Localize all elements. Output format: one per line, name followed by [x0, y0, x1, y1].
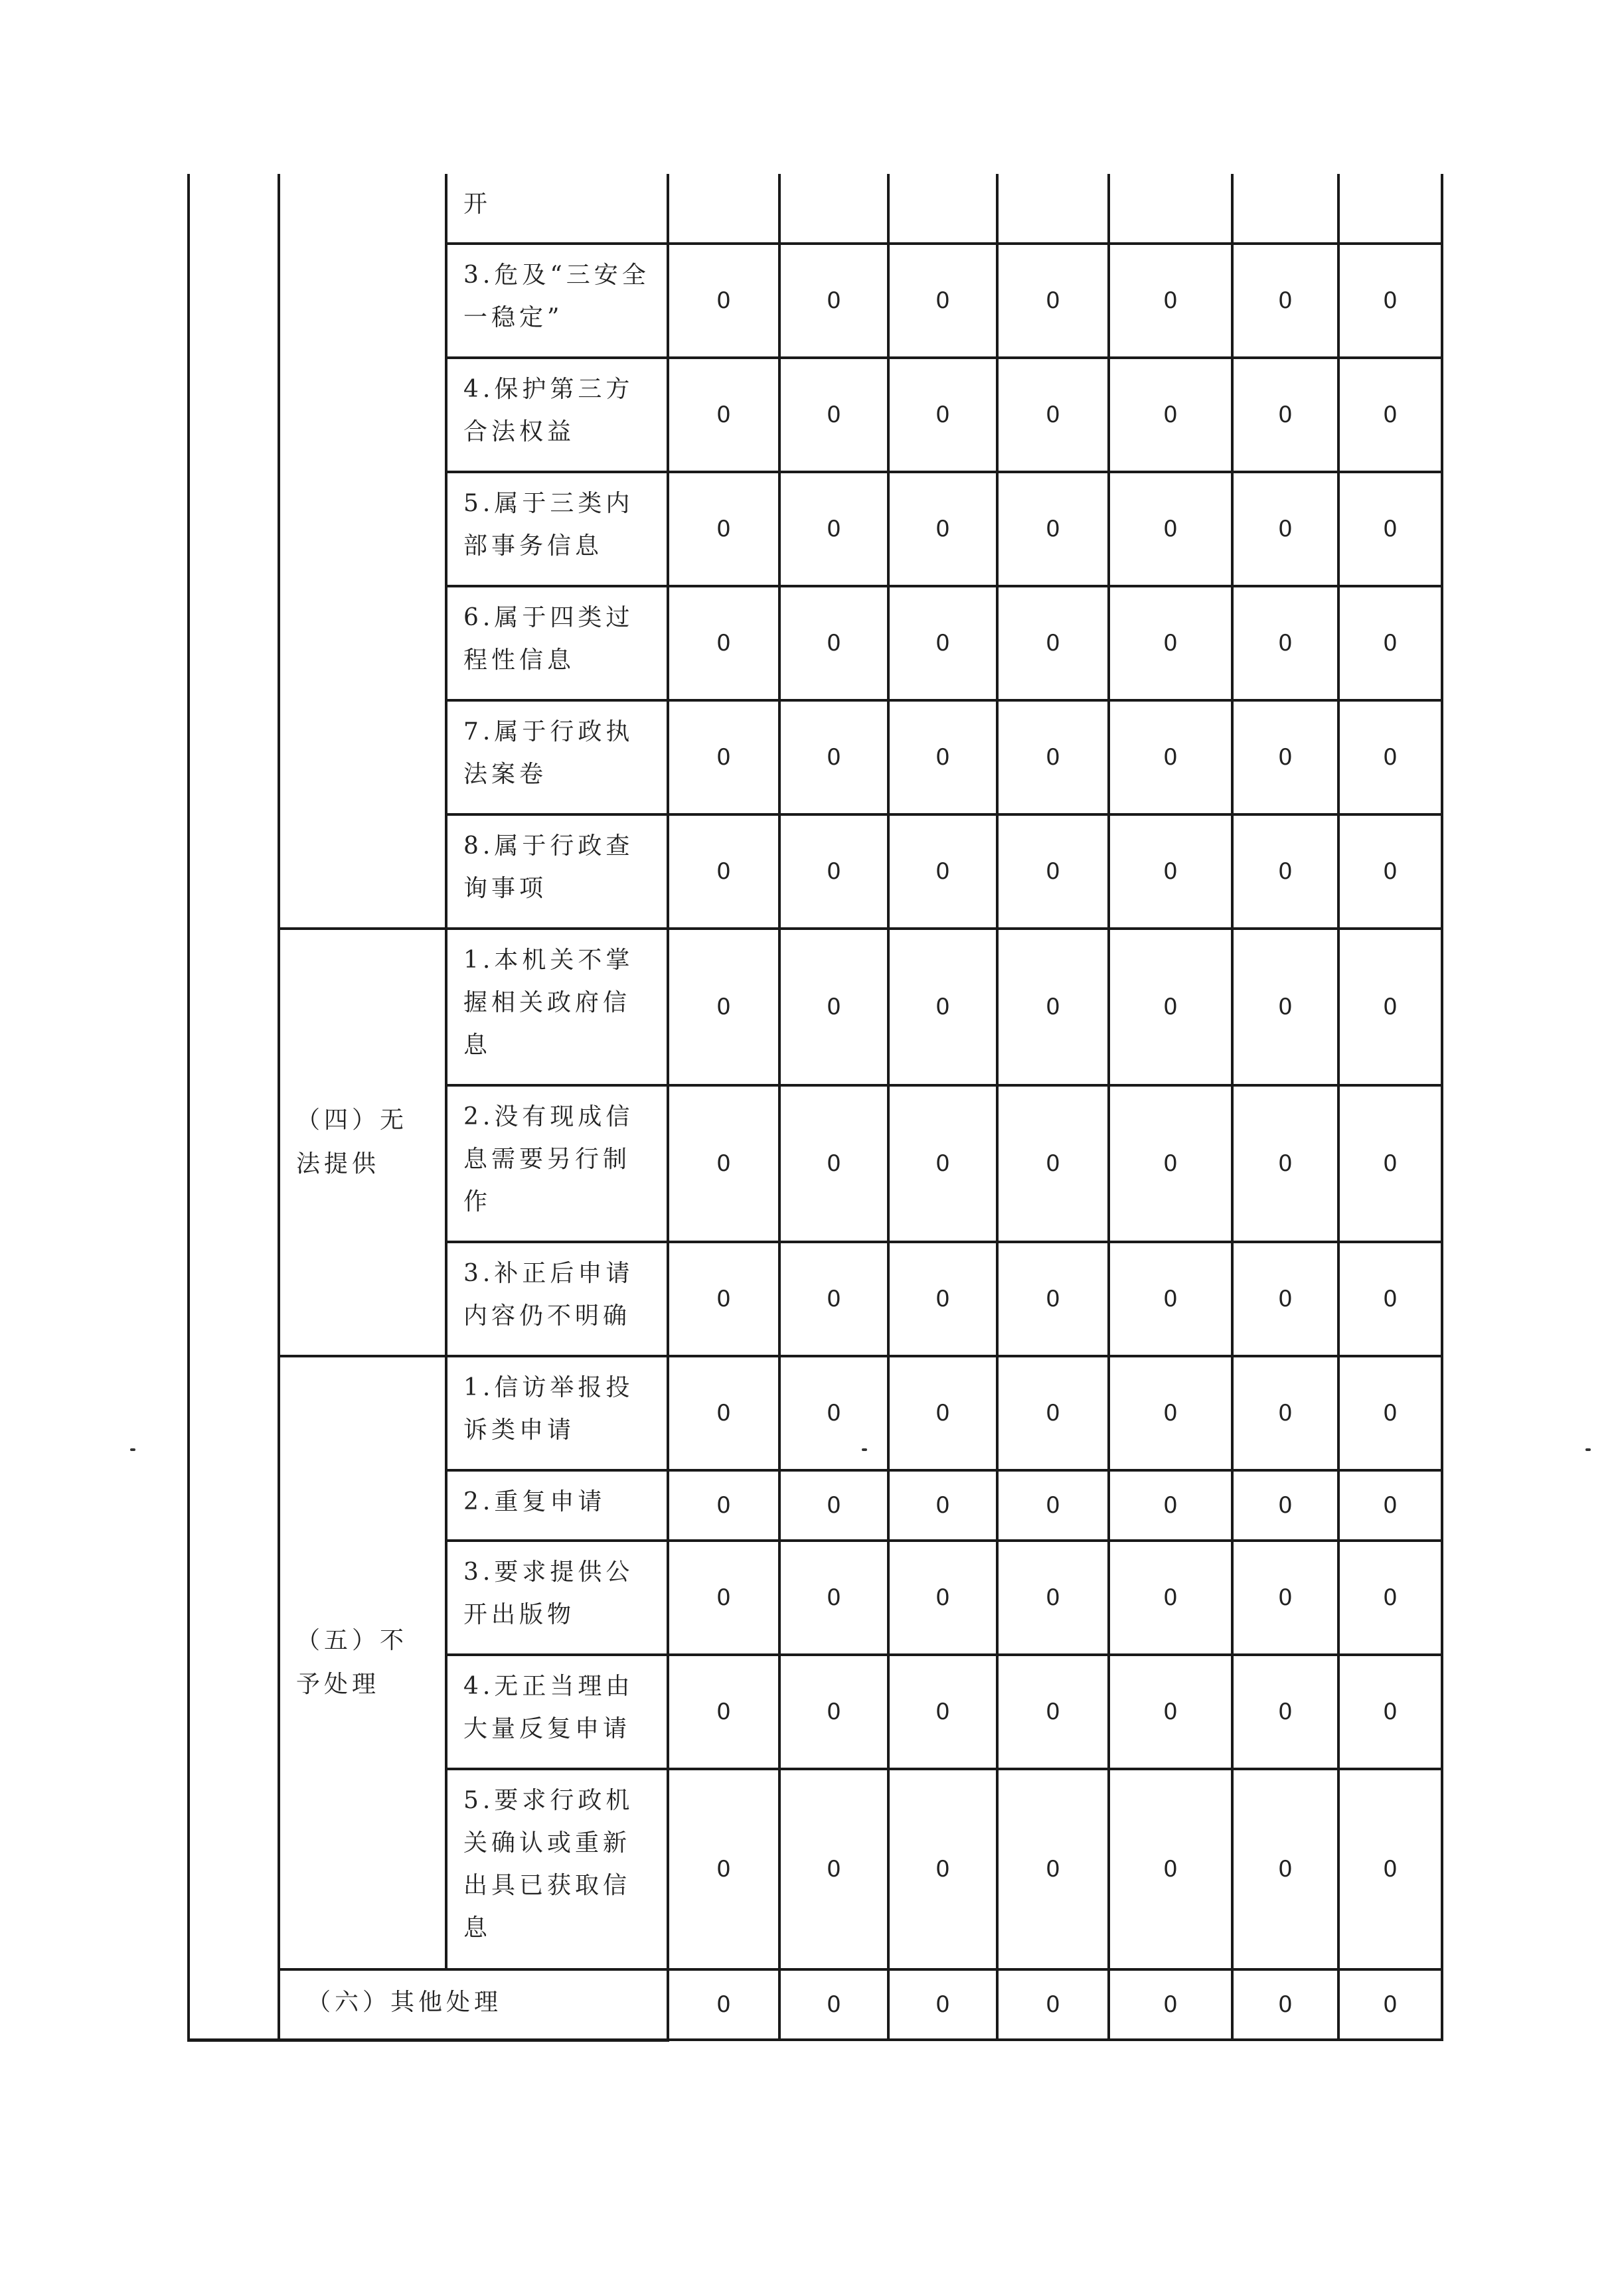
value-cell: 0: [779, 929, 888, 1085]
value-cell: 0: [1232, 1969, 1338, 2040]
value-cell: 0: [1109, 1356, 1232, 1470]
item-label: 1.信访举报投诉类申请: [446, 1356, 668, 1470]
value-cell: 0: [779, 472, 888, 586]
value-cell: 0: [888, 1356, 997, 1470]
value-cell: 0: [888, 700, 997, 814]
value-cell: 0: [668, 586, 779, 700]
value-cell: 0: [1232, 700, 1338, 814]
value-cell: 0: [997, 1085, 1109, 1242]
table-row: [189, 174, 1442, 244]
value-cell: 0: [1109, 1541, 1232, 1655]
value-cell: 0: [1338, 1655, 1442, 1769]
item-label: 5.属于三类内部事务信息: [446, 472, 668, 586]
value-cell: 0: [888, 814, 997, 929]
value-cell: 0: [1232, 244, 1338, 358]
value-cell: 0: [997, 814, 1109, 929]
value-cell: 0: [1109, 1242, 1232, 1356]
value-cell: 0: [1338, 1969, 1442, 2040]
value-cell: [997, 174, 1109, 244]
value-cell: 0: [1109, 1769, 1232, 1969]
table-body: [189, 174, 1442, 2040]
value-cell: 0: [997, 244, 1109, 358]
item-label: 8.属于行政查询事项: [446, 814, 668, 929]
value-cell: 0: [1232, 1242, 1338, 1356]
scan-speck: [1585, 1448, 1591, 1451]
value-cell: 0: [779, 1969, 888, 2040]
statistics-table: [187, 174, 1443, 2042]
value-cell: 0: [668, 472, 779, 586]
value-cell: 0: [1338, 1470, 1442, 1541]
value-cell: 0: [779, 358, 888, 472]
value-cell: 0: [1232, 1470, 1338, 1541]
value-cell: 0: [888, 1085, 997, 1242]
value-cell: 0: [1338, 1085, 1442, 1242]
value-cell: 0: [1232, 358, 1338, 472]
value-cell: 0: [1109, 1655, 1232, 1769]
value-cell: [888, 174, 997, 244]
value-cell: 0: [668, 1969, 779, 2040]
value-cell: 0: [1232, 1655, 1338, 1769]
value-cell: [1232, 174, 1338, 244]
value-cell: 0: [1232, 1356, 1338, 1470]
value-cell: 0: [1109, 700, 1232, 814]
value-cell: 0: [1232, 472, 1338, 586]
value-cell: 0: [668, 1655, 779, 1769]
value-cell: 0: [779, 586, 888, 700]
value-cell: 0: [779, 1242, 888, 1356]
value-cell: 0: [779, 1655, 888, 1769]
value-cell: 0: [1338, 929, 1442, 1085]
category-cell: （四）无法提供: [279, 929, 446, 1356]
value-cell: 0: [997, 1470, 1109, 1541]
value-cell: 0: [997, 1655, 1109, 1769]
value-cell: 0: [997, 586, 1109, 700]
value-cell: 0: [779, 700, 888, 814]
value-cell: [1338, 174, 1442, 244]
item-label: 3.补正后申请内容仍不明确: [446, 1242, 668, 1356]
value-cell: 0: [1338, 700, 1442, 814]
value-cell: 0: [997, 472, 1109, 586]
value-cell: 0: [997, 1242, 1109, 1356]
value-cell: 0: [997, 929, 1109, 1085]
scan-speck: [862, 1448, 867, 1451]
item-label: 5.要求行政机关确认或重新出具已获取信息: [446, 1769, 668, 1969]
value-cell: 0: [1109, 929, 1232, 1085]
value-cell: 0: [1338, 1541, 1442, 1655]
value-cell: 0: [888, 1655, 997, 1769]
value-cell: 0: [997, 1356, 1109, 1470]
value-cell: 0: [668, 1356, 779, 1470]
value-cell: 0: [888, 1470, 997, 1541]
value-cell: 0: [779, 1541, 888, 1655]
category-cell: （六）其他处理: [279, 1969, 668, 2040]
value-cell: 0: [668, 1242, 779, 1356]
value-cell: 0: [1109, 586, 1232, 700]
value-cell: 0: [1338, 472, 1442, 586]
item-label: 3.危及“三安全一稳定”: [446, 244, 668, 358]
value-cell: 0: [1338, 358, 1442, 472]
value-cell: 0: [1338, 814, 1442, 929]
value-cell: 0: [997, 700, 1109, 814]
value-cell: [779, 174, 888, 244]
value-cell: 0: [1232, 586, 1338, 700]
item-label: 3.要求提供公开出版物: [446, 1541, 668, 1655]
value-cell: 0: [1109, 814, 1232, 929]
value-cell: 0: [997, 358, 1109, 472]
item-label: 2.没有现成信息需要另行制作: [446, 1085, 668, 1242]
value-cell: 0: [888, 929, 997, 1085]
value-cell: 0: [888, 1242, 997, 1356]
value-cell: 0: [1232, 814, 1338, 929]
value-cell: 0: [668, 1470, 779, 1541]
value-cell: 0: [1109, 244, 1232, 358]
item-label: 开: [446, 174, 668, 244]
item-label: 4.保护第三方合法权益: [446, 358, 668, 472]
value-cell: 0: [888, 586, 997, 700]
value-cell: 0: [1232, 929, 1338, 1085]
value-cell: 0: [1338, 1242, 1442, 1356]
value-cell: 0: [1109, 1085, 1232, 1242]
item-label: 6.属于四类过程性信息: [446, 586, 668, 700]
value-cell: [1109, 174, 1232, 244]
value-cell: 0: [1338, 586, 1442, 700]
outer-category-cell: [189, 174, 279, 2040]
value-cell: 0: [1109, 1470, 1232, 1541]
value-cell: 0: [668, 1085, 779, 1242]
value-cell: 0: [1109, 358, 1232, 472]
value-cell: 0: [888, 358, 997, 472]
value-cell: 0: [1232, 1085, 1338, 1242]
value-cell: 0: [888, 244, 997, 358]
value-cell: 0: [1109, 472, 1232, 586]
value-cell: 0: [888, 1541, 997, 1655]
value-cell: 0: [997, 1541, 1109, 1655]
value-cell: 0: [668, 1541, 779, 1655]
value-cell: 0: [1232, 1541, 1338, 1655]
value-cell: 0: [779, 1470, 888, 1541]
value-cell: 0: [888, 1769, 997, 1969]
table-row: [189, 929, 1442, 1085]
scan-speck: [130, 1448, 135, 1451]
category-cell: （五）不予处理: [279, 1356, 446, 1969]
category-cell-continued: [279, 174, 446, 929]
item-label: 4.无正当理由大量反复申请: [446, 1655, 668, 1769]
value-cell: 0: [1338, 244, 1442, 358]
value-cell: 0: [668, 358, 779, 472]
value-cell: 0: [1338, 1769, 1442, 1969]
item-label: 1.本机关不掌握相关政府信息: [446, 929, 668, 1085]
value-cell: 0: [888, 1969, 997, 2040]
item-label: 7.属于行政执法案卷: [446, 700, 668, 814]
value-cell: 0: [779, 1356, 888, 1470]
value-cell: 0: [1109, 1969, 1232, 2040]
table-row: [189, 1356, 1442, 1470]
item-label: 2.重复申请: [446, 1470, 668, 1541]
value-cell: [668, 174, 779, 244]
value-cell: 0: [668, 700, 779, 814]
value-cell: 0: [997, 1969, 1109, 2040]
value-cell: 0: [668, 1769, 779, 1969]
value-cell: 0: [888, 472, 997, 586]
value-cell: 0: [668, 814, 779, 929]
table-row: [189, 1969, 1442, 2040]
value-cell: 0: [668, 929, 779, 1085]
value-cell: 0: [779, 1769, 888, 1969]
value-cell: 0: [779, 1085, 888, 1242]
value-cell: 0: [1232, 1769, 1338, 1969]
value-cell: 0: [668, 244, 779, 358]
value-cell: 0: [1338, 1356, 1442, 1470]
value-cell: 0: [779, 244, 888, 358]
value-cell: 0: [779, 814, 888, 929]
value-cell: 0: [997, 1769, 1109, 1969]
